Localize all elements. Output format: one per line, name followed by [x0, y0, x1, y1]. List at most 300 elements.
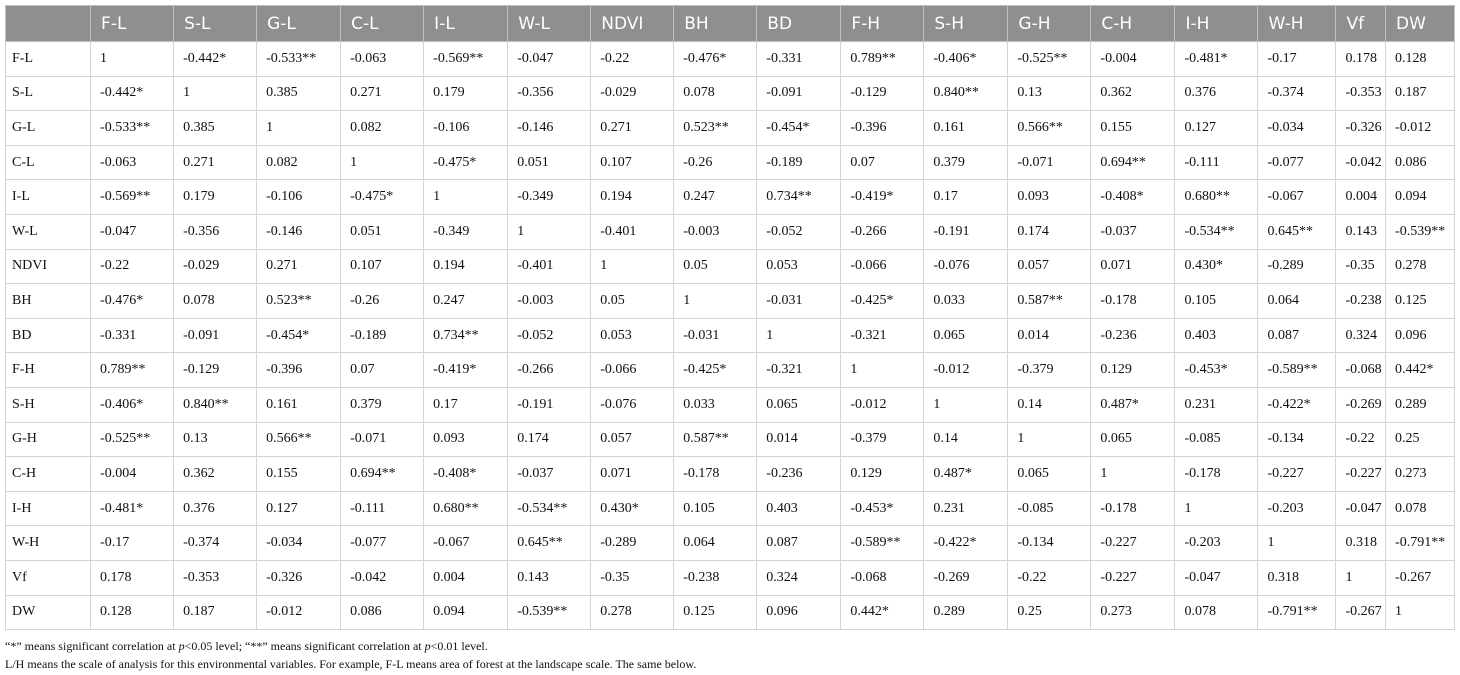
correlation-cell: 0.178 [1336, 42, 1386, 77]
correlation-cell: -0.066 [841, 249, 924, 284]
correlation-cell: -0.004 [1091, 42, 1175, 77]
correlation-cell: -0.481* [1175, 42, 1258, 77]
correlation-cell: 0.273 [1386, 457, 1455, 492]
correlation-cell: -0.091 [174, 318, 257, 353]
correlation-cell: 0.07 [341, 353, 424, 388]
correlation-cell: -0.047 [508, 42, 591, 77]
correlation-cell: -0.534** [508, 491, 591, 526]
correlation-cell: 1 [757, 318, 841, 353]
correlation-cell: -0.349 [424, 214, 508, 249]
correlation-cell: 0.587** [1008, 284, 1091, 319]
correlation-cell: 0.087 [757, 526, 841, 561]
table-header-row [6, 6, 1455, 42]
column-header: G-L [257, 6, 341, 42]
correlation-cell: -0.589** [1258, 353, 1336, 388]
footnote-text-1: “*” means significant correlation at [5, 639, 179, 653]
correlation-cell: -0.533** [257, 42, 341, 77]
correlation-cell: 0.004 [1336, 180, 1386, 215]
correlation-cell: -0.422* [1258, 387, 1336, 422]
correlation-cell: 0.155 [1091, 111, 1175, 146]
correlation-table [5, 5, 1455, 630]
column-header: W-L [508, 6, 591, 42]
correlation-cell: -0.17 [1258, 42, 1336, 77]
row-header-cell: W-H [6, 526, 91, 561]
correlation-cell: -0.26 [341, 284, 424, 319]
correlation-cell: -0.042 [341, 560, 424, 595]
correlation-cell: 0.680** [424, 491, 508, 526]
correlation-cell: -0.269 [924, 560, 1008, 595]
correlation-cell: 0.064 [1258, 284, 1336, 319]
correlation-cell: 0.271 [341, 76, 424, 111]
correlation-cell: -0.052 [757, 214, 841, 249]
correlation-cell: 1 [591, 249, 674, 284]
correlation-cell: 0.065 [1091, 422, 1175, 457]
correlation-cell: 0.789** [91, 353, 174, 388]
correlation-cell: -0.037 [508, 457, 591, 492]
row-header-cell: W-L [6, 214, 91, 249]
correlation-cell: -0.076 [924, 249, 1008, 284]
correlation-cell: -0.475* [341, 180, 424, 215]
row-header-cell: I-L [6, 180, 91, 215]
correlation-cell: 0.107 [591, 145, 674, 180]
correlation-cell: -0.134 [1258, 422, 1336, 457]
correlation-cell: 0.127 [257, 491, 341, 526]
footnote-p-symbol-2: p [424, 639, 431, 653]
correlation-cell: 0.289 [924, 595, 1008, 630]
correlation-cell: 0.065 [757, 387, 841, 422]
row-header-cell: NDVI [6, 249, 91, 284]
correlation-cell: -0.227 [1258, 457, 1336, 492]
correlation-cell: 0.324 [1336, 318, 1386, 353]
correlation-cell: -0.476* [91, 284, 174, 319]
correlation-cell: -0.374 [174, 526, 257, 561]
correlation-cell: -0.289 [591, 526, 674, 561]
correlation-cell: 0.289 [1386, 387, 1455, 422]
correlation-cell: 0.278 [1386, 249, 1455, 284]
correlation-cell: -0.379 [841, 422, 924, 457]
correlation-cell: 0.174 [508, 422, 591, 457]
correlation-cell: 0.033 [674, 387, 757, 422]
column-header: I-L [424, 6, 508, 42]
correlation-cell: -0.031 [757, 284, 841, 319]
row-header-cell: DW [6, 595, 91, 630]
correlation-cell: -0.269 [1336, 387, 1386, 422]
correlation-cell: 0.161 [924, 111, 1008, 146]
correlation-cell: -0.401 [508, 249, 591, 284]
correlation-cell: -0.791** [1258, 595, 1336, 630]
correlation-cell: -0.191 [508, 387, 591, 422]
table-row [6, 422, 1455, 457]
correlation-cell: 0.376 [1175, 76, 1258, 111]
correlation-cell: 0.057 [591, 422, 674, 457]
correlation-cell: 0.430* [591, 491, 674, 526]
correlation-cell: -0.106 [257, 180, 341, 215]
correlation-cell: 0.442* [1386, 353, 1455, 388]
correlation-cell: 0.051 [341, 214, 424, 249]
table-row [6, 526, 1455, 561]
correlation-cell: -0.189 [341, 318, 424, 353]
correlation-cell: 1 [91, 42, 174, 77]
correlation-cell: 1 [1258, 526, 1336, 561]
correlation-cell: -0.071 [341, 422, 424, 457]
correlation-cell: -0.227 [1336, 457, 1386, 492]
correlation-cell: 0.25 [1008, 595, 1091, 630]
correlation-cell: 0.179 [424, 76, 508, 111]
correlation-cell: -0.267 [1386, 560, 1455, 595]
correlation-cell: -0.525** [1008, 42, 1091, 77]
column-header: Vf [1336, 6, 1386, 42]
correlation-cell: -0.419* [424, 353, 508, 388]
column-header: C-H [1091, 6, 1175, 42]
correlation-cell: -0.374 [1258, 76, 1336, 111]
table-row [6, 491, 1455, 526]
correlation-cell: 0.403 [1175, 318, 1258, 353]
correlation-cell: -0.326 [257, 560, 341, 595]
correlation-cell: -0.012 [841, 387, 924, 422]
correlation-cell: 0.680** [1175, 180, 1258, 215]
correlation-cell: 1 [841, 353, 924, 388]
correlation-cell: -0.111 [341, 491, 424, 526]
correlation-cell: -0.525** [91, 422, 174, 457]
correlation-cell: -0.066 [591, 353, 674, 388]
correlation-cell: -0.191 [924, 214, 1008, 249]
correlation-cell: 0.376 [174, 491, 257, 526]
correlation-cell: -0.267 [1336, 595, 1386, 630]
correlation-cell: -0.034 [257, 526, 341, 561]
correlation-cell: 0.065 [1008, 457, 1091, 492]
correlation-cell: 0.487* [924, 457, 1008, 492]
table-row [6, 249, 1455, 284]
row-header-cell: Vf [6, 560, 91, 595]
correlation-cell: 0.14 [1008, 387, 1091, 422]
correlation-cell: 0.13 [1008, 76, 1091, 111]
correlation-cell: 0.645** [1258, 214, 1336, 249]
correlation-cell: 0.105 [1175, 284, 1258, 319]
correlation-cell: 0.324 [757, 560, 841, 595]
column-header: G-H [1008, 6, 1091, 42]
correlation-cell: 1 [924, 387, 1008, 422]
correlation-cell: 0.694** [341, 457, 424, 492]
row-header-cell: C-H [6, 457, 91, 492]
column-header: F-H [841, 6, 924, 42]
correlation-cell: -0.067 [424, 526, 508, 561]
correlation-cell: 0.430* [1175, 249, 1258, 284]
correlation-cell: -0.569** [91, 180, 174, 215]
correlation-cell: 0.128 [1386, 42, 1455, 77]
correlation-cell: -0.146 [508, 111, 591, 146]
correlation-cell: 0.694** [1091, 145, 1175, 180]
table-row [6, 76, 1455, 111]
correlation-cell: -0.35 [1336, 249, 1386, 284]
correlation-cell: 0.734** [757, 180, 841, 215]
correlation-cell: -0.068 [1336, 353, 1386, 388]
table-row [6, 353, 1455, 388]
correlation-cell: -0.189 [757, 145, 841, 180]
correlation-cell: -0.029 [174, 249, 257, 284]
correlation-cell: -0.349 [508, 180, 591, 215]
correlation-cell: -0.331 [757, 42, 841, 77]
correlation-cell: 0.362 [174, 457, 257, 492]
correlation-cell: -0.077 [341, 526, 424, 561]
table-row [6, 560, 1455, 595]
correlation-cell: -0.063 [91, 145, 174, 180]
correlation-cell: 0.379 [924, 145, 1008, 180]
correlation-cell: 0.064 [674, 526, 757, 561]
correlation-cell: -0.063 [341, 42, 424, 77]
table-row [6, 180, 1455, 215]
correlation-cell: 1 [1336, 560, 1386, 595]
correlation-cell: 0.096 [1386, 318, 1455, 353]
correlation-cell: -0.289 [1258, 249, 1336, 284]
correlation-cell: 0.004 [424, 560, 508, 595]
column-header: BD [757, 6, 841, 42]
correlation-cell: -0.129 [174, 353, 257, 388]
row-header-cell: S-L [6, 76, 91, 111]
correlation-cell: 0.840** [174, 387, 257, 422]
correlation-cell: -0.134 [1008, 526, 1091, 561]
correlation-cell: -0.012 [257, 595, 341, 630]
correlation-cell: 0.078 [174, 284, 257, 319]
correlation-cell: 0.271 [591, 111, 674, 146]
correlation-cell: -0.406* [91, 387, 174, 422]
correlation-cell: 0.086 [1386, 145, 1455, 180]
column-header: DW [1386, 6, 1455, 42]
correlation-cell: -0.178 [1091, 284, 1175, 319]
correlation-cell: 0.645** [508, 526, 591, 561]
correlation-cell: 0.278 [591, 595, 674, 630]
correlation-cell: -0.425* [841, 284, 924, 319]
correlation-cell: 0.053 [757, 249, 841, 284]
correlation-cell: -0.22 [1008, 560, 1091, 595]
correlation-cell: 0.05 [674, 249, 757, 284]
correlation-cell: 0.071 [1091, 249, 1175, 284]
correlation-cell: -0.236 [1091, 318, 1175, 353]
correlation-cell: 1 [1008, 422, 1091, 457]
correlation-cell: 0.178 [91, 560, 174, 595]
table-row [6, 111, 1455, 146]
table-body [6, 42, 1455, 630]
correlation-cell: 0.129 [1091, 353, 1175, 388]
row-header-cell: F-H [6, 353, 91, 388]
correlation-cell: -0.266 [841, 214, 924, 249]
correlation-cell: -0.791** [1386, 526, 1455, 561]
correlation-cell: -0.419* [841, 180, 924, 215]
correlation-cell: 0.125 [1386, 284, 1455, 319]
correlation-cell: 0.231 [924, 491, 1008, 526]
correlation-cell: -0.106 [424, 111, 508, 146]
correlation-cell: 0.155 [257, 457, 341, 492]
correlation-cell: 1 [424, 180, 508, 215]
correlation-cell: -0.266 [508, 353, 591, 388]
correlation-cell: 0.096 [757, 595, 841, 630]
correlation-cell: 0.17 [924, 180, 1008, 215]
footnote-text-2: <0.05 level; “**” means significant correlation at [184, 639, 425, 653]
correlation-cell: 0.143 [508, 560, 591, 595]
correlation-cell: 0.385 [174, 111, 257, 146]
correlation-cell: 0.17 [424, 387, 508, 422]
correlation-cell: -0.17 [91, 526, 174, 561]
correlation-cell: 0.247 [424, 284, 508, 319]
correlation-cell: -0.085 [1008, 491, 1091, 526]
correlation-cell: -0.539** [1386, 214, 1455, 249]
correlation-cell: -0.047 [1336, 491, 1386, 526]
correlation-cell: 0.385 [257, 76, 341, 111]
correlation-cell: 0.271 [174, 145, 257, 180]
column-header: F-L [91, 6, 174, 42]
correlation-cell: 0.587** [674, 422, 757, 457]
correlation-cell: 0.014 [1008, 318, 1091, 353]
correlation-cell: -0.539** [508, 595, 591, 630]
correlation-cell: 0.403 [757, 491, 841, 526]
correlation-cell: -0.22 [1336, 422, 1386, 457]
correlation-cell: 0.231 [1175, 387, 1258, 422]
column-header: S-L [174, 6, 257, 42]
correlation-cell: 0.082 [257, 145, 341, 180]
correlation-cell: 0.078 [1386, 491, 1455, 526]
correlation-cell: -0.408* [424, 457, 508, 492]
correlation-cell: -0.425* [674, 353, 757, 388]
correlation-cell: 0.362 [1091, 76, 1175, 111]
correlation-cell: 0.174 [1008, 214, 1091, 249]
footnote-p-symbol-1: p [178, 639, 185, 653]
correlation-cell: 0.273 [1091, 595, 1175, 630]
correlation-cell: -0.353 [1336, 76, 1386, 111]
correlation-cell: -0.227 [1091, 560, 1175, 595]
row-header-cell: I-H [6, 491, 91, 526]
correlation-cell: -0.068 [841, 560, 924, 595]
correlation-cell: 0.105 [674, 491, 757, 526]
correlation-cell: 0.053 [591, 318, 674, 353]
correlation-cell: -0.146 [257, 214, 341, 249]
correlation-cell: -0.26 [674, 145, 757, 180]
correlation-cell: -0.408* [1091, 180, 1175, 215]
correlation-cell: -0.22 [91, 249, 174, 284]
correlation-cell: 0.271 [257, 249, 341, 284]
correlation-cell: 0.379 [341, 387, 424, 422]
table-row [6, 42, 1455, 77]
correlation-cell: -0.085 [1175, 422, 1258, 457]
correlation-cell: -0.034 [1258, 111, 1336, 146]
correlation-cell: -0.067 [1258, 180, 1336, 215]
correlation-cell: -0.003 [508, 284, 591, 319]
correlation-cell: 0.078 [1175, 595, 1258, 630]
correlation-cell: 0.051 [508, 145, 591, 180]
correlation-cell: 0.318 [1258, 560, 1336, 595]
correlation-cell: 0.25 [1386, 422, 1455, 457]
correlation-cell: -0.029 [591, 76, 674, 111]
column-header: NDVI [591, 6, 674, 42]
correlation-cell: -0.178 [1091, 491, 1175, 526]
correlation-cell: -0.236 [757, 457, 841, 492]
correlation-cell: -0.453* [1175, 353, 1258, 388]
correlation-cell: -0.047 [91, 214, 174, 249]
correlation-cell: 0.107 [341, 249, 424, 284]
correlation-cell: 0.087 [1258, 318, 1336, 353]
correlation-cell: 1 [341, 145, 424, 180]
correlation-cell: -0.533** [91, 111, 174, 146]
correlation-cell: -0.396 [841, 111, 924, 146]
row-header-cell: G-L [6, 111, 91, 146]
correlation-cell: 1 [1091, 457, 1175, 492]
row-header-cell: F-L [6, 42, 91, 77]
correlation-cell: -0.071 [1008, 145, 1091, 180]
correlation-cell: 0.127 [1175, 111, 1258, 146]
correlation-cell: 0.094 [1386, 180, 1455, 215]
correlation-cell: 0.082 [341, 111, 424, 146]
table-footnotes [5, 637, 1455, 673]
correlation-cell: -0.321 [841, 318, 924, 353]
correlation-cell: -0.422* [924, 526, 1008, 561]
correlation-cell: -0.052 [508, 318, 591, 353]
correlation-cell: 0.194 [424, 249, 508, 284]
correlation-cell: 0.14 [924, 422, 1008, 457]
correlation-cell: 0.523** [257, 284, 341, 319]
correlation-cell: -0.238 [674, 560, 757, 595]
correlation-cell: -0.003 [674, 214, 757, 249]
row-header-cell: BD [6, 318, 91, 353]
correlation-cell: -0.35 [591, 560, 674, 595]
column-header: C-L [341, 6, 424, 42]
row-header-cell: G-H [6, 422, 91, 457]
correlation-cell: -0.534** [1175, 214, 1258, 249]
correlation-cell: 0.065 [924, 318, 1008, 353]
column-header: S-H [924, 6, 1008, 42]
correlation-cell: 1 [508, 214, 591, 249]
correlation-cell: 0.093 [424, 422, 508, 457]
correlation-cell: 0.13 [174, 422, 257, 457]
correlation-cell: -0.004 [91, 457, 174, 492]
footnote-significance [5, 637, 1455, 655]
table-row [6, 457, 1455, 492]
correlation-cell: 0.840** [924, 76, 1008, 111]
table-row [6, 318, 1455, 353]
correlation-cell: -0.331 [91, 318, 174, 353]
correlation-cell: 1 [674, 284, 757, 319]
correlation-table-container [5, 5, 1455, 630]
correlation-cell: -0.442* [174, 42, 257, 77]
correlation-cell: 0.093 [1008, 180, 1091, 215]
correlation-cell: -0.178 [674, 457, 757, 492]
correlation-cell: 0.128 [91, 595, 174, 630]
correlation-cell: 0.566** [257, 422, 341, 457]
correlation-cell: 0.078 [674, 76, 757, 111]
correlation-cell: 0.05 [591, 284, 674, 319]
correlation-cell: -0.442* [91, 76, 174, 111]
correlation-cell: 0.125 [674, 595, 757, 630]
correlation-cell: 0.014 [757, 422, 841, 457]
column-header: W-H [1258, 6, 1336, 42]
correlation-cell: 0.07 [841, 145, 924, 180]
correlation-cell: -0.012 [924, 353, 1008, 388]
correlation-cell: -0.111 [1175, 145, 1258, 180]
header-corner-cell [6, 6, 91, 42]
correlation-cell: 0.187 [174, 595, 257, 630]
correlation-cell: -0.042 [1336, 145, 1386, 180]
correlation-cell: -0.012 [1386, 111, 1455, 146]
row-header-cell: S-H [6, 387, 91, 422]
correlation-cell: -0.129 [841, 76, 924, 111]
correlation-cell: -0.326 [1336, 111, 1386, 146]
table-row [6, 284, 1455, 319]
correlation-cell: -0.396 [257, 353, 341, 388]
correlation-cell: 0.071 [591, 457, 674, 492]
correlation-cell: -0.031 [674, 318, 757, 353]
row-header-cell: BH [6, 284, 91, 319]
correlation-cell: -0.401 [591, 214, 674, 249]
correlation-cell: -0.203 [1175, 526, 1258, 561]
correlation-cell: -0.406* [924, 42, 1008, 77]
table-row [6, 214, 1455, 249]
